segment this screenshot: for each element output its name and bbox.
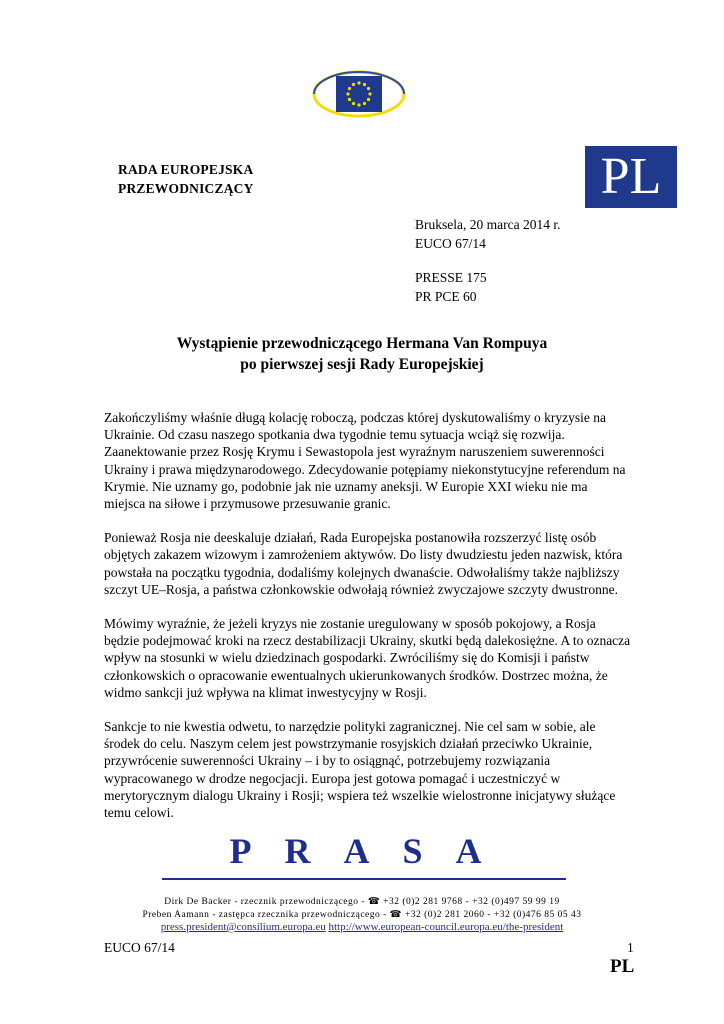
date-line: Bruksela, 20 marca 2014 r. bbox=[415, 217, 561, 232]
star-icon bbox=[367, 87, 370, 90]
press-heading: P R A S A bbox=[229, 831, 495, 871]
star-icon bbox=[352, 102, 355, 105]
footer-reference: EUCO 67/14 bbox=[104, 940, 175, 955]
star-icon bbox=[357, 103, 360, 106]
paragraph: Mówimy wyraźnie, że jeżeli kryzys nie zostanie uregulowany w sposób pokojowy, a Rosja będzie podejmować kroki na rzecz destabilizacji Ukrainy, skutki będą dalekosiężne. A to oznacza wpływ na stosunki w wielu dziedzinach gospodarki. Zwróciliśmy się do Komisji i państw członkowskich o opracowanie ewentualnych ukierunkowanych środków. Dostrzec można, że widmo sankcji już wpływa na klimat inwestycyjny w Rosji. bbox=[104, 616, 631, 700]
star-icon bbox=[363, 102, 366, 105]
website-link[interactable]: http://www.european-council.europa.eu/the-president bbox=[328, 921, 564, 933]
press-contacts bbox=[0, 896, 724, 934]
presse-reference: PRESSE 175 bbox=[415, 270, 487, 285]
title-line-1: Wystąpienie przewodniczącego Hermana Van Rompuya bbox=[176, 335, 548, 352]
footer-language: PL bbox=[610, 956, 635, 977]
paragraph: Sankcje to nie kwestia odwetu, to narzędzie polityki zagranicznej. Nie cel sam w sobie, ale środek do celu. Naszym celem jest powstrzymanie rosyjskich działań przeciwko Ukrainie, przywrócenie suwerenności Ukrainy – i by to osiągnąć, potrzebujemy rozwiązania wypracowanego w drodze negocjacji. Europa jest gotowa pomagać i uczestniczyć w merytorycznym dialogu Ukrainy i Rosji; wspiera też wszelkie wielostronne inicjatywy służące temu celowi. bbox=[104, 719, 616, 821]
document-title bbox=[0, 333, 724, 375]
document-body bbox=[104, 409, 632, 838]
eu-council-logo-icon bbox=[312, 70, 406, 118]
star-icon bbox=[357, 81, 360, 84]
paragraph: Ponieważ Rosja nie deeskaluje działań, Rada Europejska postanowiła rozszerzyć listę osób objętych zakazem wizowym i zamrożeniem aktywów. Do listy dwudziestu jeden nazwisk, która powstała na początku tygodnia, dodaliśmy kolejnych dwanaście. Odwołaliśmy także najbliższy szczyt UE–Rosja, a państwa członkowskie odwołają również zwyczajowe szczyty dwustronne. bbox=[104, 530, 623, 597]
organization-role: PRZEWODNICZĄCY bbox=[118, 181, 254, 196]
star-icon bbox=[346, 92, 349, 95]
star-icon bbox=[352, 83, 355, 86]
organization-name: RADA EUROPEJSKA bbox=[118, 162, 254, 177]
pr-pce-reference: PR PCE 60 bbox=[415, 289, 477, 304]
reference-block bbox=[415, 215, 560, 306]
star-icon bbox=[363, 83, 366, 86]
language-badge: PL bbox=[585, 146, 677, 208]
deputy-spokesperson-contact: Preben Aamann - zastępca rzecznika przewodniczącego - ☎ +32 (0)2 281 2060 - +32 (0)476 85 05 43 bbox=[142, 909, 582, 920]
title-line-2: po pierwszej sesji Rady Europejskiej bbox=[240, 356, 484, 373]
star-icon bbox=[367, 98, 370, 101]
euco-reference: EUCO 67/14 bbox=[415, 236, 486, 251]
star-icon bbox=[368, 92, 371, 95]
star-icon bbox=[348, 98, 351, 101]
star-icon bbox=[348, 87, 351, 90]
spokesperson-contact: Dirk De Backer - rzecznik przewodniczącego - ☎ +32 (0)2 281 9768 - +32 (0)497 59 99 19 bbox=[164, 897, 560, 907]
press-email-link[interactable]: press.president@consilium.europa.eu bbox=[160, 921, 326, 933]
page-number: 1 bbox=[627, 940, 634, 955]
organization-block bbox=[118, 160, 254, 198]
paragraph: Zakończyliśmy właśnie długą kolację roboczą, podczas której dyskutowaliśmy o kryzysie na Ukrainie. Od czasu naszego spotkania dwa tygodnie temu sytuacja wciąż się rozwija. Zaanektowanie przez Rosję Krymu i Sewastopola jest wyraźnym naruszeniem suwerenności Ukrainy i prawa międzynarodowego. Zdecydowanie potępiamy niekonstytucyjne referendum na Krymie. Nie uznamy go, podobnie jak nie uznamy aneksji. W Europie XXI wieku nie ma miejsca na siłowe i przymusowe przesuwanie granic. bbox=[104, 410, 626, 512]
press-divider bbox=[162, 878, 566, 880]
